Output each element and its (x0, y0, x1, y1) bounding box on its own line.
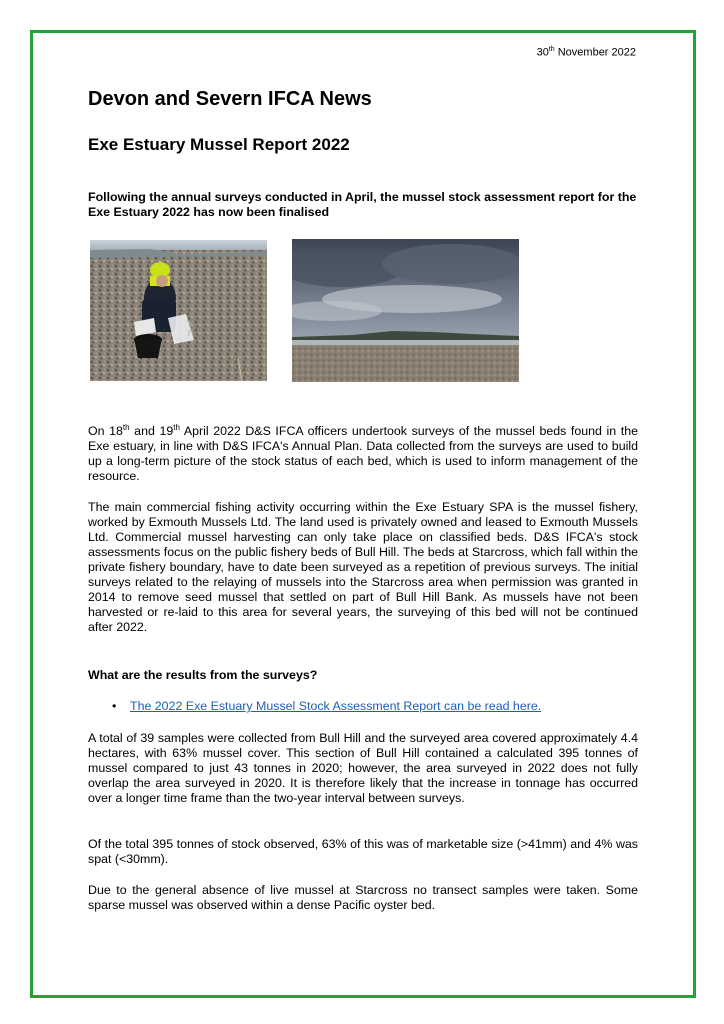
results-heading: What are the results from the surveys? (88, 668, 318, 682)
samples-paragraph: A total of 39 samples were collected from Bull Hill and the surveyed area covered approximately 4.4 hectares, with 63% mussel cover. This section of Bull Hill contained a calculated 395 tonnes of mussel compared to just 43 tonnes in 2020; however, the area surveyed in 2022 does not fully overlap the area surveyed in 2020. It is therefore likely that the increase in tonnage has occurred over a longer time frame than the two-year interval between surveys. (88, 731, 638, 805)
lead-paragraph: Following the annual surveys conducted in April, the mussel stock assessment report for the Exe Estuary 2022 has now been finalised (88, 190, 637, 219)
report-date: 30th November 2022 (536, 46, 636, 59)
estuary-photo (292, 239, 519, 382)
stock-size-paragraph: Of the total 395 tonnes of stock observed, 63% of this was of marketable size (>41mm) and 4% was spat (<30mm). (88, 837, 638, 866)
page-title: Devon and Severn IFCA News (88, 88, 372, 110)
survey-dates-paragraph: On 18th and 19th April 2022 D&S IFCA officers undertook surveys of the mussel beds found in the Exe estuary, in line with D&S IFCA's Annual Plan. Data collected from the surveys are used to build up a long-term picture of the stock status of each bed, which is used to inform management of the resource. (88, 422, 638, 483)
starcross-paragraph: Due to the general absence of live mussel at Starcross no transect samples were taken. Some sparse mussel was observed within a dense Pacific oyster bed. (88, 883, 638, 912)
surveyor-photo (90, 240, 267, 381)
bullet-icon: • (112, 699, 117, 713)
fishery-paragraph: The main commercial fishing activity occurring within the Exe Estuary SPA is the mussel fishery, worked by Exmouth Mussels Ltd. The land used is privately owned and leased to Exmouth Mussels Ltd. Commercial mussel harvesting can only take place on classified beds. D&S IFCA's stock assessments focus on the public fishery beds of Bull Hill. The beds at Starcross, which fall within the private fishery boundary, have to date been surveyed as a repetition of previous surveys. The initial surveys related to the relaying of mussels into the Starcross area when permission was granted in 2014 to remove seed mussel that settled on part of Bull Hill Bank. As mussels have not been harvested or re-laid to this area for several years, the surveying of this bed will not be continued after 2022. (88, 500, 638, 634)
article-title: Exe Estuary Mussel Report 2022 (88, 135, 350, 154)
report-link[interactable]: The 2022 Exe Estuary Mussel Stock Assessment Report can be read here. (130, 699, 542, 713)
